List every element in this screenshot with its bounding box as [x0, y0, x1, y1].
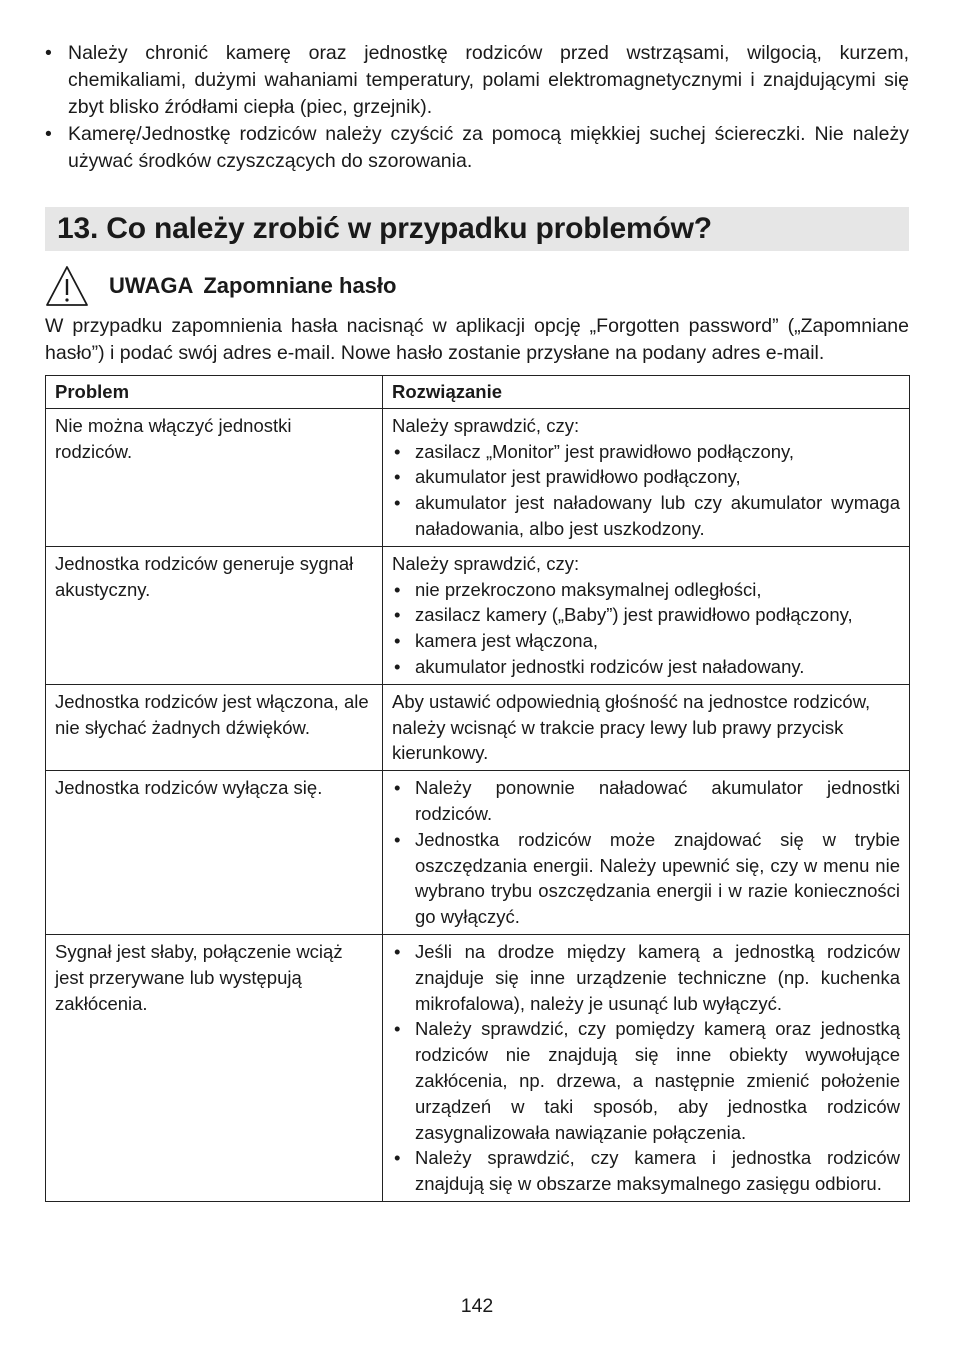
solution-cell — [383, 771, 910, 935]
problem-cell: Jednostka rodziców generuje sygnał akustyczny. — [46, 546, 383, 684]
solution-cell — [383, 934, 910, 1201]
warning-subject: Zapomniane hasło — [203, 273, 397, 298]
list-item: • Należy sprawdzić, czy pomiędzy kamerą oraz jednostką rodziców nie znajdują się inne obiekty wywołujące zakłócenia, np. drzewa, a następnie zmienić położenie urządzeń w taki sposób, aby jednostka rodziców zasygnalizowała nawiązanie połączenia. — [392, 1016, 900, 1145]
solution-list — [392, 577, 900, 680]
solution-cell — [383, 546, 910, 684]
solution-list — [392, 775, 900, 930]
list-item: • zasilacz „Monitor” jest prawidłowo podłączony, — [392, 439, 900, 465]
problem-cell: Nie można włączyć jednostki rodziców. — [46, 408, 383, 546]
table-row — [46, 684, 910, 770]
solution-intro: Należy sprawdzić, czy: — [392, 414, 580, 436]
table-row — [46, 408, 910, 546]
problem-cell: Sygnał jest słaby, połączenie wciąż jest przerywane lub występują zakłócenia. — [46, 934, 383, 1201]
section-heading-bar — [45, 207, 909, 251]
list-item: • Należy ponownie naładować akumulator jednostki rodziców. — [392, 775, 900, 827]
solution-list — [392, 439, 900, 542]
problem-cell: Jednostka rodziców jest włączona, ale nie słychać żadnych dźwięków. — [46, 684, 383, 770]
manual-page — [45, 40, 909, 1202]
care-instructions-list — [45, 40, 909, 175]
list-item: • akumulator jest prawidłowo podłączony, — [392, 464, 900, 490]
column-header-solution: Rozwiązanie — [383, 376, 910, 409]
list-item: • akumulator jednostki rodziców jest naładowany. — [392, 654, 900, 680]
warning-header — [45, 265, 909, 307]
column-header-problem: Problem — [46, 376, 383, 409]
page-number: 142 — [460, 1295, 494, 1317]
section-title: 13. Co należy zrobić w przypadku problemów? — [57, 212, 712, 245]
solution-cell: Aby ustawić odpowiednią głośność na jednostce rodziców, należy wcisnąć w trakcie pracy lewy lub prawy przycisk kierunkowy. — [383, 684, 910, 770]
list-item: • Jeśli na drodze między kamerą a jednostką rodziców znajduje się inne urządzenie techniczne (np. kuchenka mikrofalowa), należy je usunąć lub wyłączyć. — [392, 939, 900, 1016]
solution-intro: Należy sprawdzić, czy: — [392, 552, 580, 574]
table-header-row — [46, 376, 910, 409]
list-item: • akumulator jest naładowany lub czy akumulator wymaga naładowania, albo jest uszkodzony. — [392, 490, 900, 542]
table-row — [46, 771, 910, 935]
list-item: • Jednostka rodziców może znajdować się w trybie oszczędzania energii. Należy upewnić się, czy w menu nie wybrano trybu oszczędzania energii i w razie konieczności go wyłączyć. — [392, 827, 900, 930]
list-item: • zasilacz kamery („Baby”) jest prawidłowo podłączony, — [392, 602, 900, 628]
list-item: • Należy chronić kamerę oraz jednostkę rodziców przed wstrząsami, wilgocią, kurzem, chemikaliami, dużymi wahaniami temperatury, polami elektromagnetycznymi i znajdującymi się zbyt blisko źródłami ciepła (piec, grzejnik). — [45, 40, 909, 121]
table-row — [46, 934, 910, 1201]
solution-list — [392, 939, 900, 1197]
table-row — [46, 546, 910, 684]
solution-cell — [383, 408, 910, 546]
list-item: • kamera jest włączona, — [392, 628, 900, 654]
list-item: • nie przekroczono maksymalnej odległości, — [392, 577, 900, 603]
warning-title — [109, 273, 396, 299]
troubleshooting-table — [45, 375, 910, 1202]
warning-label: UWAGA — [109, 273, 194, 298]
warning-text: W przypadku zapomnienia hasła nacisnąć w aplikacji opcję „Forgotten password” („Zapomniane hasło”) i podać swój adres e-mail. Nowe hasło zostanie przysłane na podany adres e-mail. — [45, 315, 909, 364]
list-item: • Kamerę/Jednostkę rodziców należy czyścić za pomocą miękkiej suchej ściereczki. Nie należy używać środków czyszczących do szorowania. — [45, 121, 909, 175]
problem-cell: Jednostka rodziców wyłącza się. — [46, 771, 383, 935]
warning-triangle-icon — [45, 265, 89, 307]
list-item: • Należy sprawdzić, czy kamera i jednostka rodziców znajdują się w obszarze maksymalnego zasięgu odbioru. — [392, 1145, 900, 1197]
